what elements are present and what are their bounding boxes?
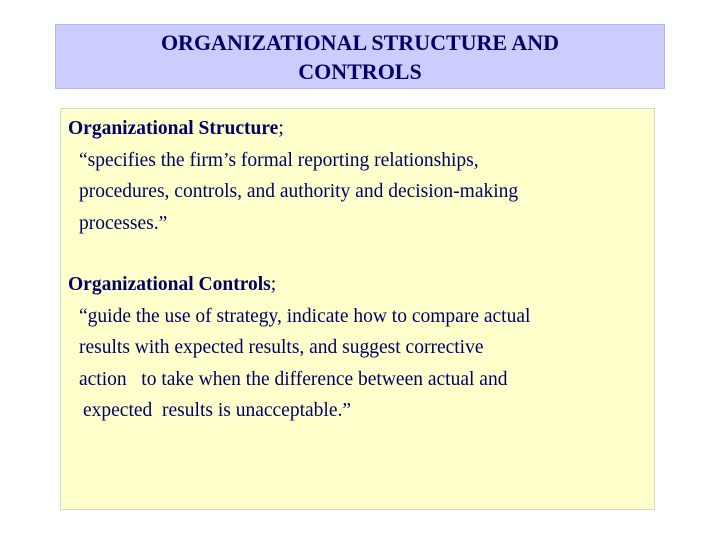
section-organizational-controls: [68, 269, 530, 427]
definition-line: action to take when the difference between actual and: [79, 368, 508, 390]
section-heading: Organizational Structure: [68, 118, 279, 139]
section-heading-line: [68, 269, 530, 301]
heading-separator: ;: [270, 274, 277, 295]
heading-separator: ;: [278, 118, 284, 139]
slide-content-panel: [60, 108, 655, 510]
definition-line: expected results is unacceptable.”: [83, 400, 352, 421]
section-heading: Organizational Controls: [68, 274, 271, 295]
definition-line: “specifies the firm’s formal reporting relationships,: [79, 149, 479, 171]
definition-line: processes.”: [79, 212, 168, 234]
definition-line: procedures, controls, and authority and decision-making: [79, 181, 519, 202]
section-heading-line: [68, 113, 518, 145]
definition-line: “guide the use of strategy, indicate how to compare actual: [79, 305, 531, 327]
slide-title: ORGANIZATIONAL STRUCTURE AND CONTROLS: [160, 29, 560, 84]
slide-title-banner: [55, 24, 665, 89]
definition-line: results with expected results, and suggest corrective: [79, 337, 484, 358]
section-organizational-structure: [68, 113, 518, 239]
